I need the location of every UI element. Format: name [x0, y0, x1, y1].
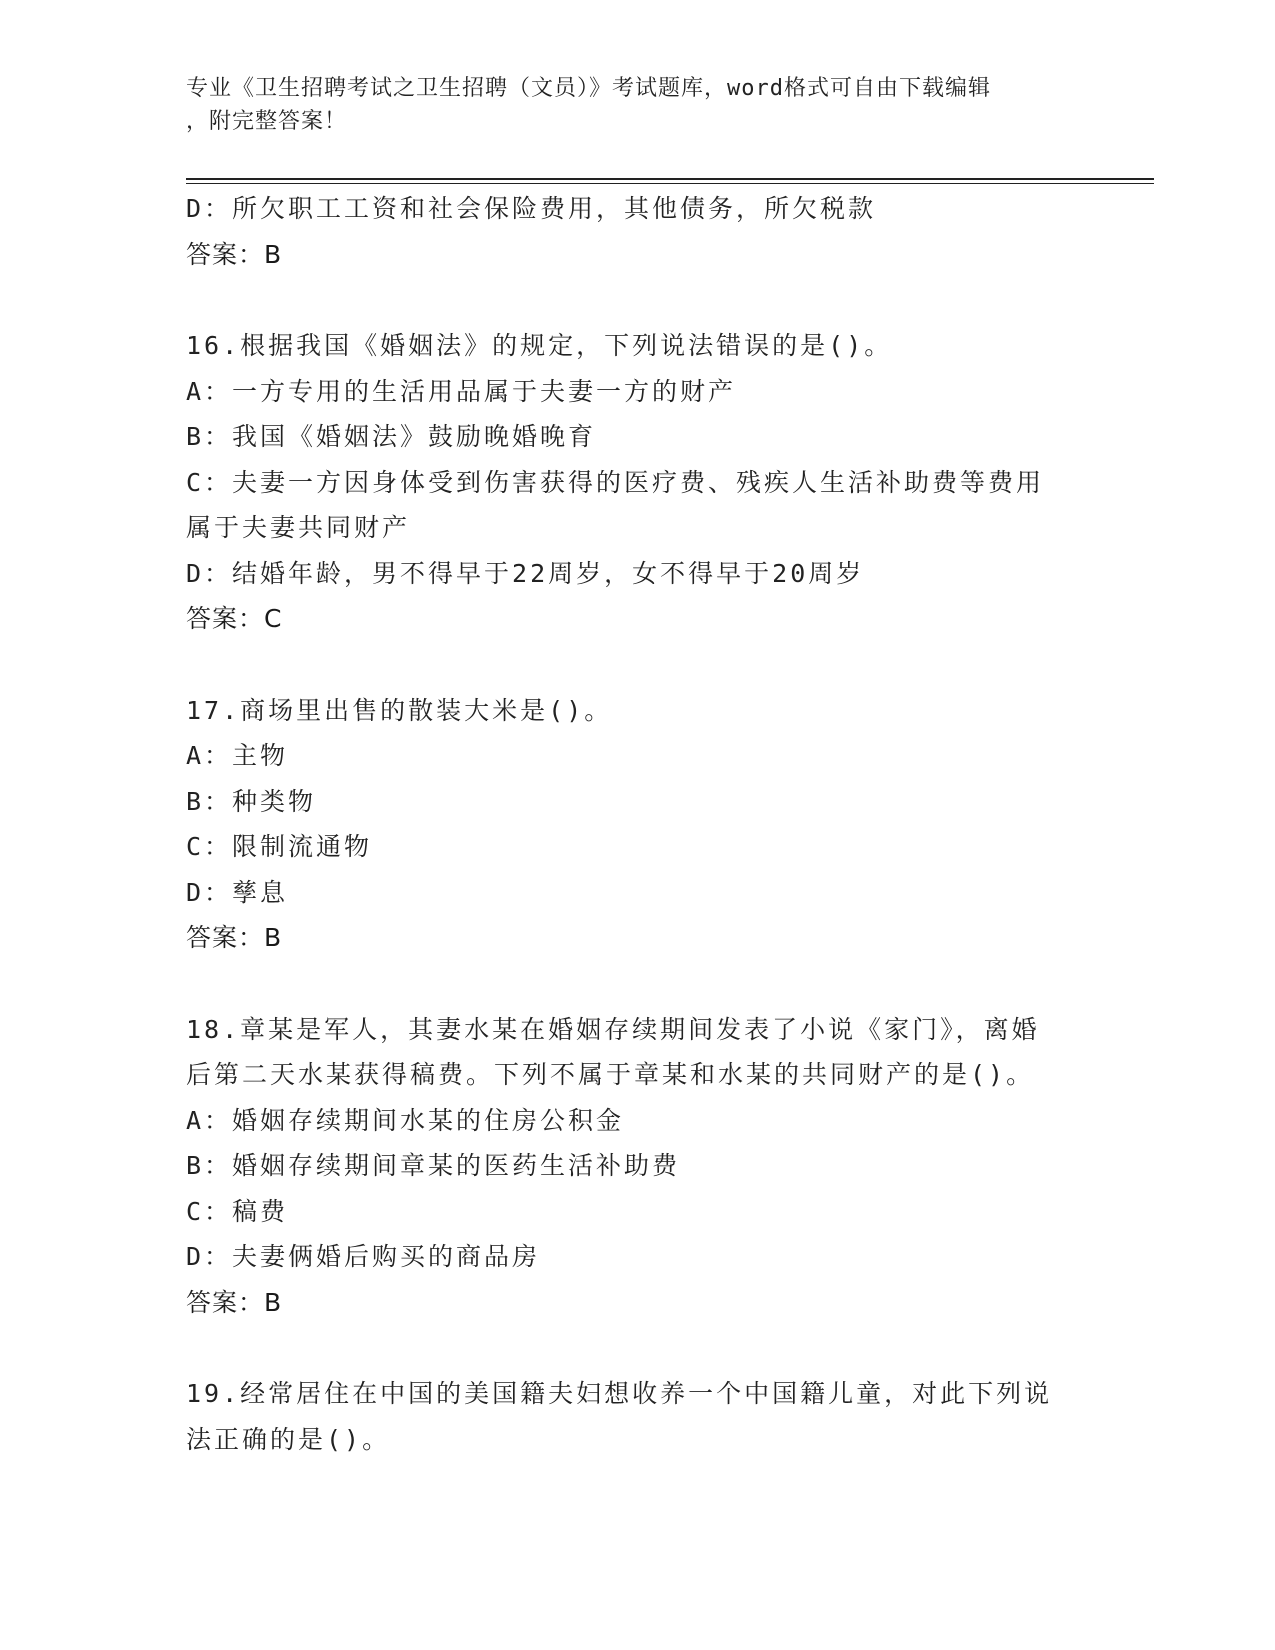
question-block	[186, 1371, 1086, 1462]
question-list	[186, 323, 1086, 1462]
prev-option-d: D：所欠职工工资和社会保险费用，其他债务，所欠税款	[186, 194, 877, 223]
header-line-1: 专业《卫生招聘考试之卫生招聘（文员）》考试题库，word格式可自由下载编辑	[186, 76, 991, 101]
document-header	[186, 72, 1086, 138]
question-option: D：孳息	[186, 877, 289, 907]
document-body	[186, 186, 1086, 1462]
question-option: B：婚姻存续期间章某的医药生活补助费	[186, 1151, 681, 1180]
question-option: 属于夫妻共同财产	[186, 513, 411, 542]
question-block	[186, 1007, 1086, 1326]
question-stem: 16.根据我国《婚姻法》的规定，下列说法错误的是()。	[186, 331, 893, 360]
header-line-2: ，附完整答案！	[186, 109, 348, 134]
question-stem: 后第二天水某获得稿费。下列不属于章某和水某的共同财产的是()。	[186, 1060, 1035, 1089]
question-block	[186, 323, 1086, 642]
question-option: D：结婚年龄，男不得早于22周岁，女不得早于20周岁	[186, 558, 865, 588]
question-answer: 答案：B	[186, 1287, 283, 1317]
question-option: C：限制流通物	[186, 832, 373, 861]
question-stem: 法正确的是()。	[186, 1424, 391, 1454]
question-option: D：夫妻俩婚后购买的商品房	[186, 1242, 541, 1271]
question-stem: 19.经常居住在中国的美国籍夫妇想收养一个中国籍儿童，对此下列说	[186, 1379, 1053, 1408]
header-divider-thin	[186, 183, 1154, 184]
question-option: A：婚姻存续期间水某的住房公积金	[186, 1105, 625, 1135]
question-option: A：一方专用的生活用品属于夫妻一方的财产	[186, 376, 737, 406]
spacer	[186, 961, 1086, 1007]
header-divider-thick	[186, 178, 1154, 180]
question-option: C：稿费	[186, 1196, 289, 1226]
question-stem: 17.商场里出售的散装大米是()。	[186, 695, 613, 725]
question-option: C：夫妻一方因身体受到伤害获得的医疗费、残疾人生活补助费等费用	[186, 467, 1045, 497]
spacer	[186, 277, 1086, 323]
prev-answer: 答案：B	[186, 239, 283, 269]
question-stem: 18.章某是军人，其妻水某在婚姻存续期间发表了小说《家门》，离婚	[186, 1014, 1040, 1044]
question-option: B：我国《婚姻法》鼓励晚婚晚育	[186, 422, 597, 451]
question-option: A：主物	[186, 741, 289, 770]
question-option: B：种类物	[186, 786, 317, 816]
spacer	[186, 1325, 1086, 1371]
question-block	[186, 688, 1086, 961]
spacer	[186, 642, 1086, 688]
question-answer: 答案：C	[186, 604, 283, 633]
question-answer: 答案：B	[186, 923, 283, 952]
